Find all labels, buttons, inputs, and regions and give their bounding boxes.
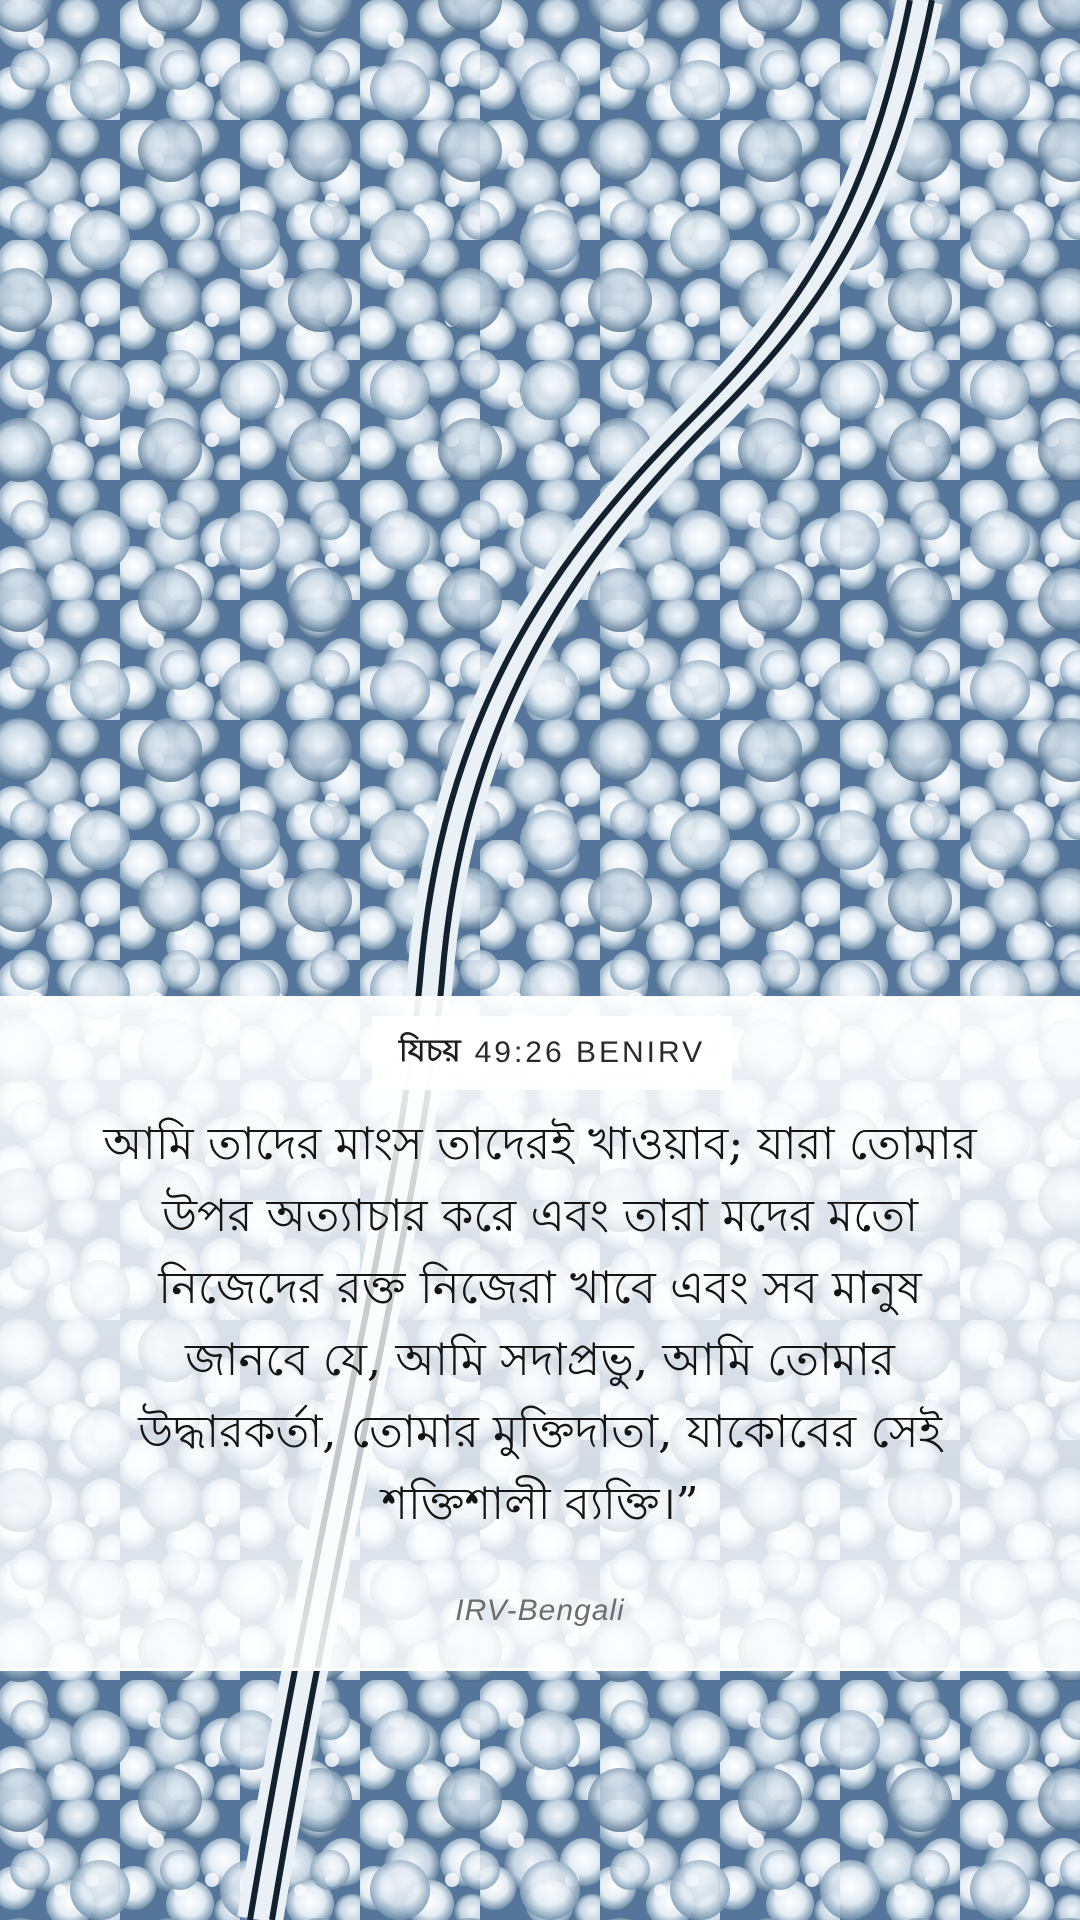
verse-text: আমি তাদের মাংস তাদেরই খাওয়াব; যারা তোমার উপর অত্যাচার করে এবং তারা মদের মতো নিজেদের রক্ত নিজেরা খাবে এবং সব মানুষ জানবে যে, আমি সদাপ্রভু, আমি তোমার উদ্ধারকর্তা, তোমার মুক্তিদাতা, যাকোবের সেই শক্তিশালী ব্যক্তি।”	[103, 1117, 977, 1530]
panel-top-edge	[0, 996, 1080, 999]
verse-reference	[372, 1016, 732, 1090]
panel-bottom-edge	[0, 1668, 1080, 1671]
book-name: যিচয়	[398, 1033, 461, 1069]
version-label: IRV-Bengali	[455, 1594, 625, 1627]
chapter-verse-version: 49:26 BENIRV	[474, 1036, 706, 1069]
